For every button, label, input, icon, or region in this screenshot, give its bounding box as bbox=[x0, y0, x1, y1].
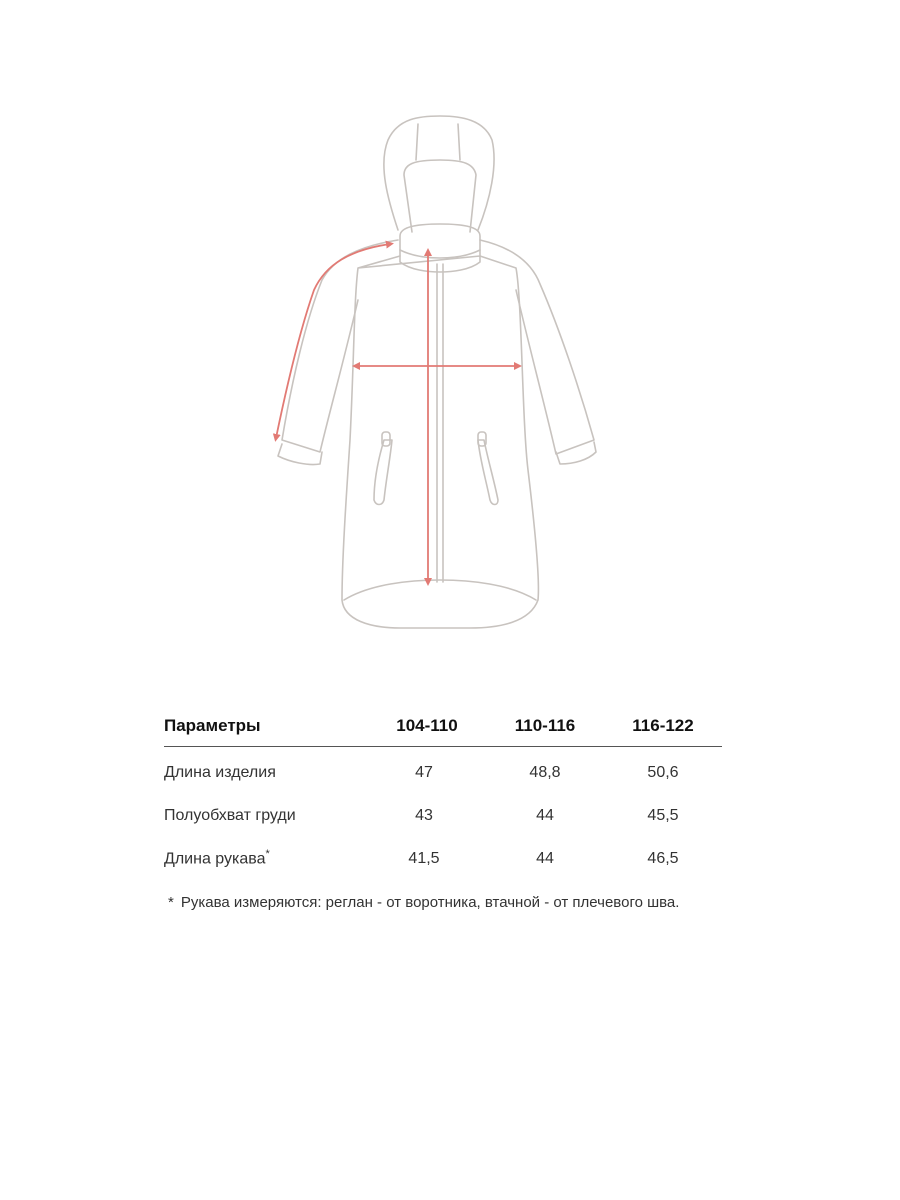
row-label bbox=[164, 747, 368, 795]
right-cuff bbox=[556, 442, 596, 464]
sleeve-length-arrow bbox=[276, 244, 390, 438]
table-cell: 45,5 bbox=[647, 806, 679, 824]
left-cuff bbox=[278, 444, 322, 465]
row-label bbox=[164, 794, 368, 837]
header-size-104-110: 104-110 bbox=[368, 706, 486, 747]
table-cell: 46,5 bbox=[647, 849, 679, 867]
row-label-text: Длина изделия bbox=[164, 763, 276, 781]
header-size-110-116: 110-116 bbox=[486, 706, 604, 747]
table-cell: 44 bbox=[536, 806, 554, 824]
table-cell: 43 bbox=[415, 806, 433, 824]
table-header-row bbox=[164, 706, 722, 747]
zipper-line bbox=[437, 264, 443, 582]
right-pocket bbox=[478, 440, 498, 505]
left-pocket bbox=[374, 440, 392, 505]
body-outline bbox=[342, 256, 538, 628]
footnote bbox=[168, 894, 679, 911]
footnote-star: * bbox=[168, 894, 174, 911]
size-table bbox=[164, 706, 722, 880]
hood-outline bbox=[384, 116, 494, 230]
hood-inner bbox=[404, 160, 476, 232]
left-sleeve bbox=[282, 240, 398, 452]
header-size-116-122: 116-122 bbox=[604, 706, 722, 747]
table-cell: 47 bbox=[415, 763, 433, 781]
hem-line bbox=[344, 580, 536, 600]
footnote-text: Рукава измеряются: реглан - от воротника, втачной - от плечевого шва. bbox=[180, 894, 680, 911]
table-cell: 44 bbox=[536, 849, 554, 867]
row-label-text: Полуобхват груди bbox=[164, 806, 296, 824]
table-cell: 48,8 bbox=[529, 763, 561, 781]
footnote-mark: * bbox=[265, 848, 270, 861]
hood-seam bbox=[416, 124, 460, 160]
row-label bbox=[164, 837, 368, 880]
table-cell: 41,5 bbox=[408, 849, 440, 867]
table-cell: 50,6 bbox=[647, 763, 679, 781]
header-parameters: Параметры bbox=[164, 706, 368, 747]
right-sleeve bbox=[480, 240, 594, 454]
table-row bbox=[164, 747, 722, 795]
row-label-text: Длина рукава bbox=[164, 850, 266, 868]
table-row bbox=[164, 794, 722, 837]
table-row bbox=[164, 837, 722, 880]
